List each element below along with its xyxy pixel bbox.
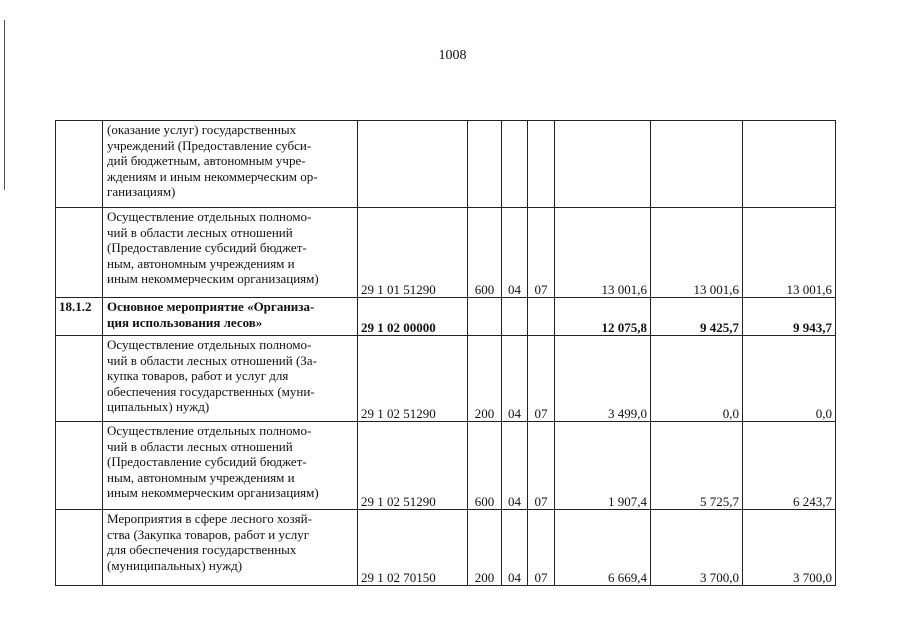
amount-year3-cell: [743, 121, 836, 208]
item-name-line: ганизациям): [107, 184, 176, 199]
amount-year3-cell: 9 943,7: [743, 298, 836, 336]
target-article-cell: [358, 121, 468, 208]
item-name-line: (оказание услуг) государственных: [107, 122, 297, 137]
table-row: [56, 121, 836, 208]
item-name-cell: [103, 208, 358, 298]
section-cell: 04: [502, 510, 528, 586]
item-name-line: Осуществление отдельных полномо-: [107, 209, 312, 224]
item-name-line: чий в области лесных отношений: [107, 438, 293, 454]
item-name-line: чий в области лесных отношений (За-: [107, 352, 317, 368]
page-number: 1008: [438, 48, 467, 63]
item-name-cell: [103, 298, 358, 336]
section-cell: 04: [502, 336, 528, 422]
item-name-line: ным, автономным учреждениям и: [107, 255, 295, 271]
item-name-line: обеспечения государственных (муни-: [107, 383, 315, 399]
row-number-cell: [56, 510, 103, 586]
row-number-cell: 18.1.2: [56, 298, 103, 336]
item-name-line: Осуществление отдельных полномо-: [107, 337, 312, 352]
item-name-line: Мероприятия в сфере лесного хозяй-: [107, 511, 312, 526]
table-row: [56, 298, 836, 336]
amount-year3-cell: 0,0: [743, 336, 836, 422]
table-row: [56, 208, 836, 298]
amount-year1-cell: 12 075,8: [555, 298, 651, 336]
target-article-cell: 29 1 02 51290: [358, 336, 468, 422]
section-cell: 04: [502, 422, 528, 510]
table-row: [56, 510, 836, 586]
item-name-line: (Предоставление субсидий бюджет-: [107, 454, 307, 469]
item-name-line: ципальных) нужд): [107, 399, 210, 414]
amount-year2-cell: 0,0: [651, 336, 743, 422]
expense-type-cell: [468, 298, 502, 336]
amount-year2-cell: 9 425,7: [651, 298, 743, 336]
item-name-line: купка товаров, работ и услуг для: [107, 368, 289, 383]
item-name-line: учреждений (Предоставление субси-: [107, 137, 312, 153]
scan-edge-line: [4, 20, 5, 190]
item-name-line: иным некоммерческим организациям): [107, 271, 319, 286]
expense-type-cell: 200: [468, 336, 502, 422]
item-name-line: для обеспечения государственных: [107, 542, 297, 557]
item-name-line: чий в области лесных отношений: [107, 224, 293, 240]
budget-table: [55, 120, 836, 586]
row-number-cell: [56, 336, 103, 422]
row-number-cell: [56, 121, 103, 208]
item-name-cell: [103, 422, 358, 510]
amount-year3-cell: 3 700,0: [743, 510, 836, 586]
item-name-cell: [103, 121, 358, 208]
item-name-line: ным, автономным учреждениям и: [107, 469, 295, 485]
section-cell: 04: [502, 208, 528, 298]
budget-table-body: [56, 121, 836, 586]
item-name-line: ждениям и иным некоммерческим ор-: [107, 168, 318, 184]
section-cell: [502, 121, 528, 208]
item-name-line: иным некоммерческим организациям): [107, 485, 319, 500]
amount-year2-cell: 5 725,7: [651, 422, 743, 510]
item-name-line: (Предоставление субсидий бюджет-: [107, 240, 307, 255]
amount-year2-cell: [651, 121, 743, 208]
item-name-cell: [103, 336, 358, 422]
row-number-cell: [56, 422, 103, 510]
amount-year2-cell: 3 700,0: [651, 510, 743, 586]
subsection-cell: 07: [528, 336, 555, 422]
expense-type-cell: [468, 121, 502, 208]
subsection-cell: [528, 121, 555, 208]
amount-year3-cell: 13 001,6: [743, 208, 836, 298]
item-name-line: Основное мероприятие «Организа-: [107, 299, 315, 314]
item-name-cell: [103, 510, 358, 586]
item-name-line: ства (Закупка товаров, работ и услуг: [107, 526, 310, 542]
expense-type-cell: 600: [468, 422, 502, 510]
amount-year3-cell: 6 243,7: [743, 422, 836, 510]
item-name-line: дий бюджетным, автономным учре-: [107, 153, 306, 168]
expense-type-cell: 600: [468, 208, 502, 298]
item-name-line: (муниципальных) нужд): [107, 557, 243, 573]
amount-year1-cell: 3 499,0: [555, 336, 651, 422]
table-row: [56, 422, 836, 510]
target-article-cell: 29 1 02 00000: [358, 298, 468, 336]
amount-year2-cell: 13 001,6: [651, 208, 743, 298]
subsection-cell: 07: [528, 422, 555, 510]
expense-type-cell: 200: [468, 510, 502, 586]
amount-year1-cell: 6 669,4: [555, 510, 651, 586]
row-number-cell: [56, 208, 103, 298]
subsection-cell: 07: [528, 208, 555, 298]
subsection-cell: 07: [528, 510, 555, 586]
amount-year1-cell: 13 001,6: [555, 208, 651, 298]
section-cell: [502, 298, 528, 336]
target-article-cell: 29 1 01 51290: [358, 208, 468, 298]
subsection-cell: [528, 298, 555, 336]
target-article-cell: 29 1 02 70150: [358, 510, 468, 586]
amount-year1-cell: 1 907,4: [555, 422, 651, 510]
target-article-cell: 29 1 02 51290: [358, 422, 468, 510]
item-name-line: ция использования лесов»: [107, 314, 263, 330]
amount-year1-cell: [555, 121, 651, 208]
table-row: [56, 336, 836, 422]
item-name-line: Осуществление отдельных полномо-: [107, 423, 312, 438]
